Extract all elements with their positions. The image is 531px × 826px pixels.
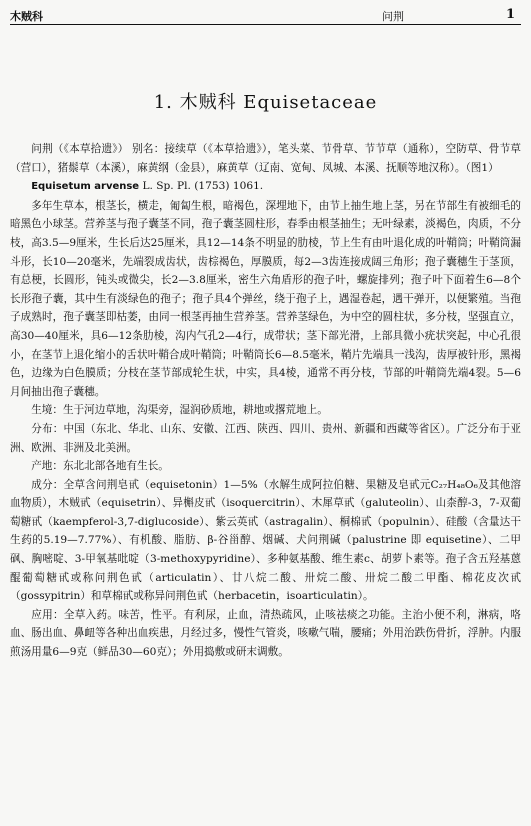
latin-binomial: Equisetum arvense xyxy=(31,181,140,193)
scientific-name-line xyxy=(10,177,521,197)
constituents-paragraph: 成分：全草含问荆皂甙（equisetonin）1—5%（水解生成阿拉伯糖、果糖及皂甙元C₂₇H₄₈O₆及其他溶血物质），木贼甙（equisetrin）、异槲皮甙（isoquercitrin）、木犀草甙（galuteolin）、山柰醇-3，7-双葡萄糖甙（kaempferol-3,7-diglucoside）、紫云英甙（astragalin）、桐棉甙（populnin）、硅酸（含量达干生药的5.19—7.77%）、有机酸、脂肪、β-谷甾醇、烟碱、犬问荆碱（palustrine 即 equisetine）、二甲砜、胸嘧啶、3-甲氧基吡啶（3-methoxypyridine）、多种氨基酸、维生素c、胡萝卜素等。孢子含五羟基蒽醌葡萄糖甙或称问荆色甙（articulatin）、廿八烷二酸、卅烷二酸、卅烷二酸二甲酯、棉花皮次甙（gossypitrin）和草棉甙或称异问荆色甙（herbacetin，isoarticulatin）。 xyxy=(10,478,521,603)
species-names-paragraph: 问荆（《本草拾遗》） 别名：接续草（《本草拾遗》），笔头菜、节骨草、节节草（通称），空防草、骨节草（营口），猪鬃草（本溪），麻黄纲（金县），麻黄草（辽南、宽甸、凤城、本溪、抚顺等地汉称）。（图1） xyxy=(10,143,521,174)
locality-paragraph: 产地：东北北部各地有生长。 xyxy=(31,460,169,473)
running-header xyxy=(10,6,521,25)
page-number: 1 xyxy=(505,7,515,22)
latin-citation: L. Sp. Pl. (1753) 1061. xyxy=(139,180,264,193)
habitat-paragraph: 生境：生于河边草地，沟渠旁，湿润砂质地，耕地或撂荒地上。 xyxy=(31,404,328,417)
header-species: 问荆 xyxy=(382,10,404,23)
header-family: 木贼科 xyxy=(10,10,43,23)
body-text xyxy=(10,140,521,662)
description-paragraph: 多年生草本，根茎长，横走，匍匐生根，暗褐色，深埋地下，由节上抽生地上茎，另在节部生有被细毛的暗黑色小球茎。营养茎与孢子囊茎不同，孢子囊茎圆柱形，春季由根茎抽生；无叶绿素，淡褐色，肉质，不分枝，高3.5—9厘米，生长后达25厘米，具12—14条不明显的肋棱，节上生有由叶退化成的叶鞘筒；叶鞘筒漏斗形，长10—20毫米，先端裂成齿状，齿棕褐色，厚膜质，每2—3齿连接成阔三角形；孢子囊穗生于茎顶，有总梗，长圆形，钝头或微尖，长2—3.8厘米，密生六角盾形的孢子叶，螺旋排列；孢子叶下面着生6—8个长形孢子囊，其中生有淡绿色的孢子；孢子具4个弹丝，绕于孢子上，遇湿卷起，遇干弹开，以便繁殖。当孢子成熟时，孢子囊茎即枯萎，由同一根茎再抽生营养茎。营养茎绿色，为中空的圆柱状，多分枝，坚强直立，高30—40厘米，具6—12条肋棱，沟内气孔2—4行，成带状；茎下部光滑，上部具微小疣状突起，中心孔很小，在茎节上退化缩小的舌状叶鞘合成叶鞘筒；叶鞘筒长6—8.5毫米，鞘片先端具一浅沟，齿厚被针形，黑褐色，边缘为白色膜质；分枝在茎节部成轮生状，中实，具4棱，通常不再分枝，节部的叶鞘筒先端4裂。5—6月间抽出孢子囊穗。 xyxy=(10,199,521,398)
usage-paragraph: 应用：全草入药。味苦，性平。有利尿，止血，清热疏风，止咳祛痰之功能。主治小便不利，淋病，咯血、肠出血、鼻衄等各种出血疾患，月经过多，慢性气管炎，咳嗽气喘，腰痛；外用治跌伤骨折，浮肿。内服煎汤用量6—9克（鲜品30—60克）；外用捣敷或研末调敷。 xyxy=(10,608,521,659)
section-title: 1. 木贼科 Equisetaceae xyxy=(153,92,378,113)
distribution-paragraph: 分布：中国（东北、华北、山东、安徽、江西、陕西、四川、贵州、新疆和西藏等省区）。广泛分布于亚洲、欧洲、非洲及北美洲。 xyxy=(10,422,521,454)
